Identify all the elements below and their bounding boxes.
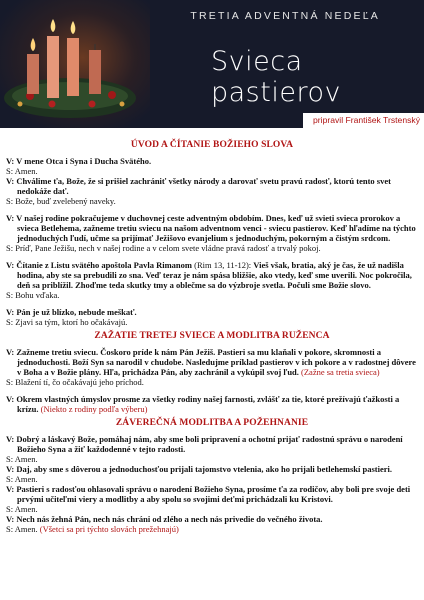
prayer-text: V: Okrem vlastných úmyslov prosme za všetky rodiny našej farnosti, zvlášť za tie, ktoré prežívajú ťažkosti a krízu. bbox=[6, 394, 400, 414]
prayer-line: V: Pán je už blízko, nebude meškať. bbox=[6, 307, 137, 317]
response-line: S: Príď, Pane Ježišu, nech v našej rodine a v celom svete vládne pravá radosť a trvalý pokoj. bbox=[6, 243, 321, 253]
candle-flame bbox=[31, 38, 36, 51]
candle bbox=[47, 36, 59, 98]
reading-intro: V: Čítanie z Listu svätého apoštola Pavla Rimanom bbox=[6, 260, 192, 270]
response-text: S: Amen. bbox=[6, 524, 38, 534]
response-line: S: Amen. bbox=[6, 474, 38, 484]
prayer-line: V: Daj, aby sme s dôverou a jednoduchosťou prijali tajomstvo vtelenia, ako ho prijali betlehemskí pastieri. bbox=[6, 464, 392, 474]
response-line: S: Amen. bbox=[6, 454, 38, 464]
candle bbox=[27, 54, 39, 94]
prayer-line bbox=[6, 394, 418, 414]
advent-wreath-illustration bbox=[0, 0, 150, 128]
author-credit: pripravil František Trstenský bbox=[303, 113, 424, 128]
response-line: S: Zjavi sa tým, ktorí ho očakávajú. bbox=[6, 317, 128, 327]
prayer-line: V: V mene Otca i Syna i Ducha Svätého. bbox=[6, 156, 152, 166]
response-line bbox=[6, 524, 418, 534]
rubric-note: (Niekto z rodiny podľa výberu) bbox=[40, 404, 148, 414]
prayer-line bbox=[6, 347, 418, 377]
page-title: Svieca pastierov bbox=[211, 46, 341, 108]
response-line: S: Amen. bbox=[6, 166, 38, 176]
prayer-line: V: Nech nás žehná Pán, nech nás chráni od zlého a nech nás privedie do večného života. bbox=[6, 514, 323, 524]
section-title: ZAŽATIE TRETEJ SVIECE A MODLITBA RUŽENCA bbox=[94, 331, 330, 341]
rubric-note: (Zažne sa tretia svieca) bbox=[301, 367, 380, 377]
header-kicker: TRETIA ADVENTNÁ NEDEĽA bbox=[190, 10, 380, 22]
candle-flame bbox=[71, 21, 76, 34]
wreath-berry bbox=[49, 101, 56, 108]
prayer-line: V: V našej rodine pokračujeme v duchovnej ceste adventným obdobím. Dnes, keď už svieti svieca prorokov a svieca Betlehema, zažneme tretiu sviecu na našom adventnom venci - sviecu pastierov. Keď hľadíme na týchto jednoduchých ľudí, učme sa prijímať Ježišovo evanjelium s jednoduchým, pokorným a čistým srdcom. bbox=[6, 213, 416, 243]
prayer-text: V: Zažneme tretiu sviecu. Čoskoro príde k nám Pán Ježiš. Pastieri sa mu klaňali v pokore, skromnosti a jednoduchosti. Boží Syn sa narodil v chudobe. Nasledujme príklad pastierov v ich pokore a v radostnej dôvere v Boha a v Božie plány. Hľa, prichádza Pán, aby zachránil a vykúpil svoj ľud. bbox=[6, 347, 416, 377]
candle-flame bbox=[51, 19, 56, 32]
document-body bbox=[0, 128, 424, 534]
section-title: ÚVOD A ČÍTANIE BOŽIEHO SLOVA bbox=[130, 140, 294, 150]
reading-reference: (Rim 13, 11-12): bbox=[194, 260, 252, 270]
rubric-note: (Všetci sa pri týchto slovách prežehnajú) bbox=[39, 524, 179, 534]
prayer-line: V: Dobrý a láskavý Bože, pomáhaj nám, aby sme boli pripravení a ochotní prijať radostnú správu o narodení Božieho Syna a žiť každodenné v tejto radosti. bbox=[6, 434, 403, 454]
response-line: S: Blažení tí, čo očakávajú jeho príchod. bbox=[6, 377, 144, 387]
prayer-line: V: Pastieri s radosťou ohlasovali správu o narodení Božieho Syna, prosíme ťa za rodičov, aby boli pre svoje deti prvými učiteľmi viery a modlitby a aby spolu so svojimi deťmi prichádzali ku Kristovi. bbox=[6, 484, 411, 504]
wreath-berry bbox=[108, 91, 116, 99]
wreath-berry bbox=[89, 101, 96, 108]
candle bbox=[67, 38, 79, 96]
header-banner bbox=[0, 0, 424, 128]
wreath-ornament bbox=[120, 102, 125, 107]
candle bbox=[89, 50, 101, 94]
wreath-ornament bbox=[18, 102, 23, 107]
response-line: S: Bože, buď zvelebený naveky. bbox=[6, 196, 116, 206]
section-title: ZÁVEREČNÁ MODLITBA A POŽEHNANIE bbox=[115, 418, 309, 428]
response-line: S: Bohu vďaka. bbox=[6, 290, 60, 300]
prayer-line: V: Chválime ťa, Bože, že si prišiel zachrániť všetky národy a darovať svetu pravú radosť, ktorú tento svet nedokáže dať. bbox=[6, 176, 391, 196]
reading-line bbox=[6, 260, 418, 290]
reading-text: Vieš však, bratia, aký je čas, že už nadišla hodina, aby ste sa prebudili zo sna. Veď teraz je nám spása bližšie, ako vtedy, keď sme uverili. Noc pokročila, deň sa priblížil. Zhoďme teda skutky tmy a oblečme sa do výzbroje svetla. Počuli sme Božie slovo. bbox=[17, 260, 412, 290]
response-line: S: Amen. bbox=[6, 504, 38, 514]
